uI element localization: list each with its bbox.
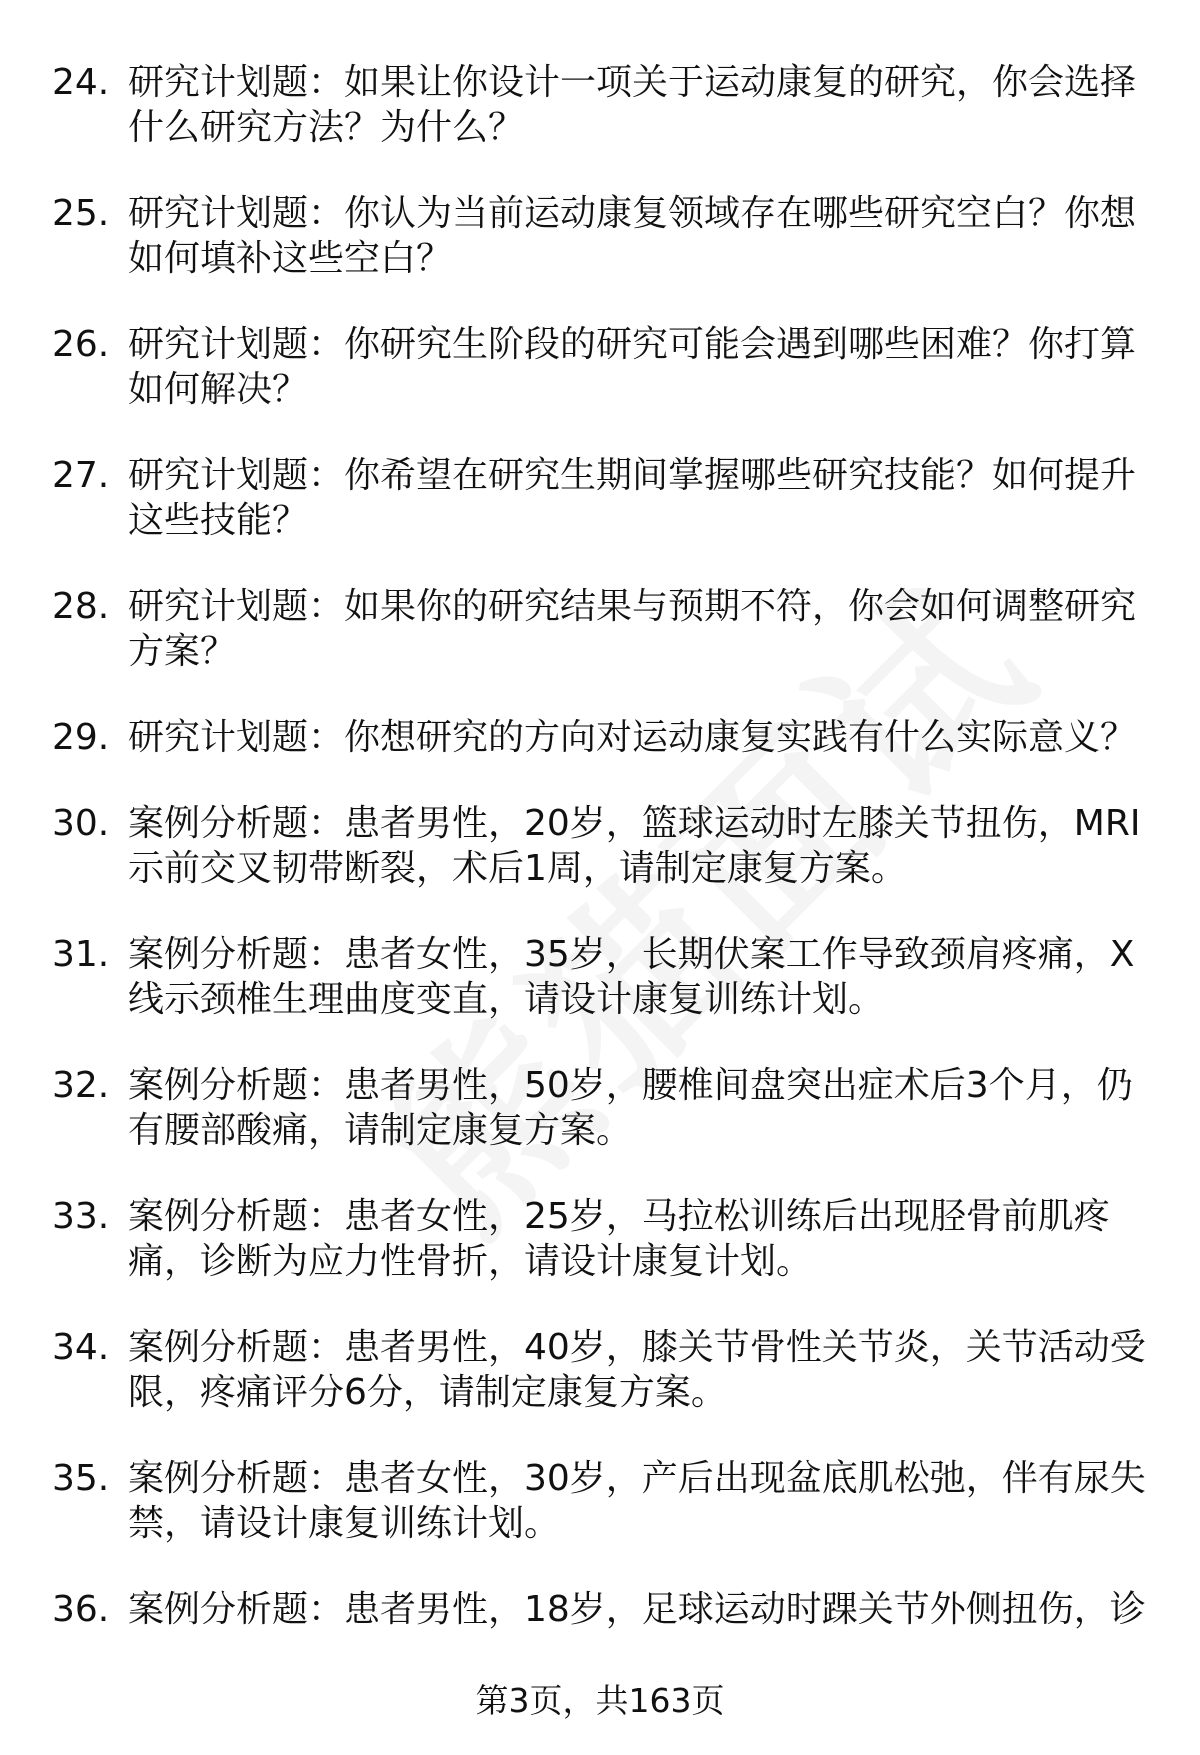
question-item — [0, 453, 1200, 543]
question-text: 研究计划题：你研究生阶段的研究可能会遇到哪些困难？你打算如何解决？ — [128, 324, 1137, 410]
question-number: 27. — [52, 455, 110, 496]
question-number: 35. — [52, 1458, 110, 1499]
question-number: 31. — [52, 934, 110, 975]
question-number: 26. — [52, 324, 110, 365]
question-item — [0, 584, 1200, 674]
question-text: 研究计划题：你想研究的方向对运动康复实践有什么实际意义？ — [128, 717, 1137, 758]
question-number: 34. — [52, 1327, 110, 1368]
question-number: 36. — [52, 1589, 110, 1630]
question-text: 案例分析题：患者女性，25岁，马拉松训练后出现胫骨前肌疼痛，诊断为应力性骨折，请设计康复计划。 — [128, 1196, 1110, 1282]
question-item — [0, 191, 1200, 281]
question-number: 28. — [52, 586, 110, 627]
question-item — [0, 322, 1200, 412]
question-list — [0, 60, 1200, 1673]
question-text: 研究计划题：如果让你设计一项关于运动康复的研究，你会选择什么研究方法？为什么？ — [128, 62, 1137, 148]
question-text: 案例分析题：患者女性，35岁，长期伏案工作导致颈肩疼痛，X线示颈椎生理曲度变直，请设计康复训练计划。 — [128, 934, 1135, 1020]
question-text: 案例分析题：患者男性，18岁，足球运动时踝关节外侧扭伤，诊 — [128, 1589, 1146, 1630]
question-text: 研究计划题：你认为当前运动康复领域存在哪些研究空白？你想如何填补这些空白？ — [128, 193, 1137, 279]
question-item — [0, 1063, 1200, 1153]
question-item — [0, 1456, 1200, 1546]
question-text: 案例分析题：患者女性，30岁，产后出现盆底肌松弛，伴有尿失禁，请设计康复训练计划。 — [128, 1458, 1146, 1544]
question-number: 24. — [52, 62, 110, 103]
question-text: 研究计划题：你希望在研究生期间掌握哪些研究技能？如何提升这些技能？ — [128, 455, 1137, 541]
question-item — [0, 1325, 1200, 1415]
question-item — [0, 801, 1200, 891]
question-text: 研究计划题：如果你的研究结果与预期不符，你会如何调整研究方案？ — [128, 586, 1137, 672]
question-number: 25. — [52, 193, 110, 234]
question-text: 案例分析题：患者男性，50岁，腰椎间盘突出症术后3个月，仍有腰部酸痛，请制定康复方案。 — [128, 1065, 1133, 1151]
question-item — [0, 932, 1200, 1022]
question-number: 32. — [52, 1065, 110, 1106]
question-text: 案例分析题：患者男性，20岁，篮球运动时左膝关节扭伤，MRI示前交叉韧带断裂，术后1周，请制定康复方案。 — [128, 803, 1141, 889]
question-item — [0, 1587, 1200, 1632]
question-item — [0, 60, 1200, 150]
question-item — [0, 715, 1200, 760]
question-number: 29. — [52, 717, 110, 758]
question-text: 案例分析题：患者男性，40岁，膝关节骨性关节炎，关节活动受限，疼痛评分6分，请制定康复方案。 — [128, 1327, 1146, 1413]
question-number: 30. — [52, 803, 110, 844]
question-item — [0, 1194, 1200, 1284]
question-number: 33. — [52, 1196, 110, 1237]
page-footer: 第3页，共163页 — [475, 1681, 725, 1720]
